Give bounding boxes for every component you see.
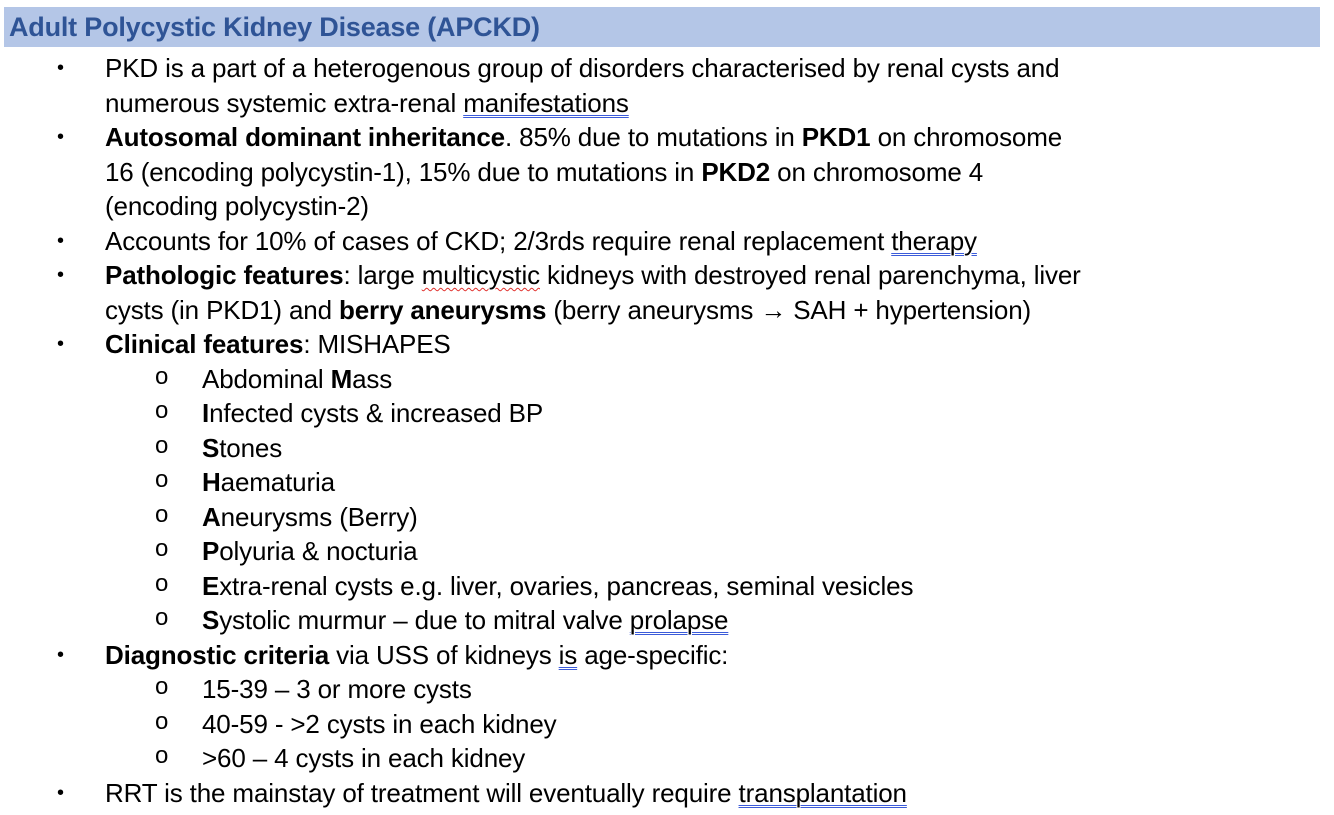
bold-run: S: [202, 432, 220, 463]
bullet-text: [105, 327, 451, 362]
sub-bullet-text: 40-59 - >2 cysts in each kidney: [202, 708, 557, 739]
bullet-text: [105, 776, 907, 811]
sub-bullet-marker: o: [155, 362, 169, 390]
sub-bullet-item: [0, 672, 1334, 707]
bold-run: M: [330, 363, 353, 394]
sub-bullet-item: [0, 465, 1334, 500]
bold-run: berry aneurysms: [338, 294, 547, 325]
bold-run: Pathologic features: [105, 260, 344, 290]
bullet-marker: •: [57, 643, 64, 666]
sub-bullet-item: [0, 362, 1334, 397]
bullet-continuation: [0, 293, 1334, 328]
bullet-marker: •: [57, 781, 64, 804]
text-run: ass: [352, 363, 393, 394]
grammar-flagged-word: therapy: [891, 225, 977, 256]
grammar-flagged-word: is: [558, 639, 578, 670]
sub-bullet-item: [0, 603, 1334, 638]
bullet-continuation: [0, 189, 1334, 224]
sub-bullet-marker: o: [155, 673, 169, 700]
sub-bullet-marker: o: [155, 742, 169, 769]
text-run: : large: [343, 260, 422, 290]
grammar-flagged-word: prolapse: [629, 605, 729, 635]
bullet-marker: •: [57, 57, 64, 79]
sub-bullet-text: [202, 431, 282, 466]
text-run: on chromosome: [870, 122, 1063, 152]
text-run: kidneys with destroyed renal parenchyma, liver: [539, 260, 1081, 290]
title-banner: [4, 7, 1320, 47]
bullet-item: [0, 776, 1334, 811]
sub-bullet-marker: o: [155, 500, 169, 528]
bold-run: I: [202, 398, 210, 428]
bullet-text: [105, 224, 977, 259]
grammar-flagged-word: manifestations: [463, 87, 629, 118]
sub-bullet-item: [0, 707, 1334, 742]
text-run: . 85% due to mutations in: [505, 122, 802, 152]
bullet-marker: •: [57, 229, 64, 252]
bullet-item: [0, 120, 1334, 155]
bullet-marker: •: [57, 126, 64, 148]
bullet-text: [105, 120, 1062, 155]
bullet-text: [105, 293, 1031, 328]
sub-bullet-text: [202, 500, 418, 535]
text-run: via USS of kidneys: [329, 639, 559, 670]
sub-bullet-marker: o: [155, 535, 169, 562]
bold-run: H: [202, 467, 221, 497]
grammar-flagged-word: transplantation: [738, 777, 907, 808]
bold-run: S: [202, 605, 220, 635]
bullet-text: [105, 51, 1059, 86]
sub-bullet-text: [202, 569, 913, 604]
sub-bullet-marker: o: [155, 569, 169, 597]
text-run: : MISHAPES: [303, 329, 451, 359]
bold-run: PKD2: [701, 156, 771, 187]
text-run: aematuria: [220, 467, 335, 497]
text-run: on chromosome 4: [770, 156, 984, 187]
text-run: PKD is a part of a heterogenous group of disorders characterised by renal cysts and: [105, 53, 1060, 83]
sub-bullet-item: [0, 396, 1334, 431]
text-run: nfected cysts & increased BP: [209, 398, 544, 428]
text-run: RRT is the mainstay of treatment will eventually require: [105, 777, 739, 808]
sub-bullet-item: [0, 500, 1334, 535]
text-run: ystolic murmur – due to mitral valve: [219, 605, 630, 635]
bullet-text: [105, 155, 983, 190]
text-run: cysts (in PKD1) and: [105, 294, 339, 325]
text-run: (encoding polycystin-2): [105, 191, 369, 221]
text-run: xtra-renal cysts e.g. liver, ovaries, pancreas, seminal vesicles: [219, 570, 914, 601]
bullet-item: [0, 224, 1334, 259]
bullet-text: [105, 86, 629, 121]
text-run: tones: [219, 432, 283, 463]
document-body: [0, 51, 1334, 810]
sub-bullet-marker: o: [155, 604, 169, 631]
bold-run: Diagnostic criteria: [105, 639, 330, 670]
bold-run: Autosomal dominant inheritance: [105, 122, 505, 152]
bold-run: A: [202, 501, 221, 532]
sub-bullet-marker: o: [155, 431, 169, 459]
bullet-item: [0, 638, 1334, 673]
spelling-flagged-word: multicystic: [421, 260, 540, 290]
sub-bullet-item: [0, 534, 1334, 569]
bold-run: P: [202, 536, 220, 566]
bullet-text: [105, 189, 369, 224]
bullet-item: [0, 327, 1334, 362]
sub-bullet-item: [0, 569, 1334, 604]
sub-bullet-marker: o: [155, 707, 169, 735]
text-run: Abdominal: [202, 363, 331, 394]
text-run: olyuria & nocturia: [219, 536, 418, 566]
sub-bullet-marker: o: [155, 466, 169, 493]
sub-bullet-text: [202, 396, 543, 431]
sub-bullet-marker: o: [155, 397, 169, 424]
page-title: Adult Polycystic Kidney Disease (APCKD): [9, 12, 540, 42]
bullet-item: [0, 258, 1334, 293]
bullet-continuation: [0, 86, 1334, 121]
sub-bullet-text: [202, 534, 417, 569]
bold-run: Clinical features: [105, 329, 304, 359]
text-run: neurysms (Berry): [220, 501, 418, 532]
text-run: Accounts for 10% of cases of CKD; 2/3rds require renal replacement: [105, 225, 892, 256]
bold-run: E: [202, 570, 220, 601]
sub-bullet-text: >60 – 4 cysts in each kidney: [202, 743, 526, 773]
sub-bullet-text: [202, 465, 335, 500]
text-run: age-specific:: [577, 639, 729, 670]
bullet-continuation: [0, 155, 1334, 190]
bold-run: PKD1: [801, 122, 871, 152]
text-run: numerous systemic extra-renal: [105, 87, 464, 118]
sub-bullet-item: [0, 741, 1334, 776]
bullet-marker: •: [57, 264, 64, 286]
bullet-text: [105, 258, 1081, 293]
sub-bullet-text: 15-39 – 3 or more cysts: [202, 674, 472, 704]
bullet-marker: •: [57, 333, 64, 355]
sub-bullet-text: [202, 603, 728, 638]
text-run: (berry aneurysms → SAH + hypertension): [546, 294, 1032, 325]
sub-bullet-text: [202, 362, 392, 397]
bullet-item: [0, 51, 1334, 86]
sub-bullet-item: [0, 431, 1334, 466]
text-run: 16 (encoding polycystin-1), 15% due to mutations in: [105, 156, 702, 187]
bullet-text: [105, 638, 728, 673]
